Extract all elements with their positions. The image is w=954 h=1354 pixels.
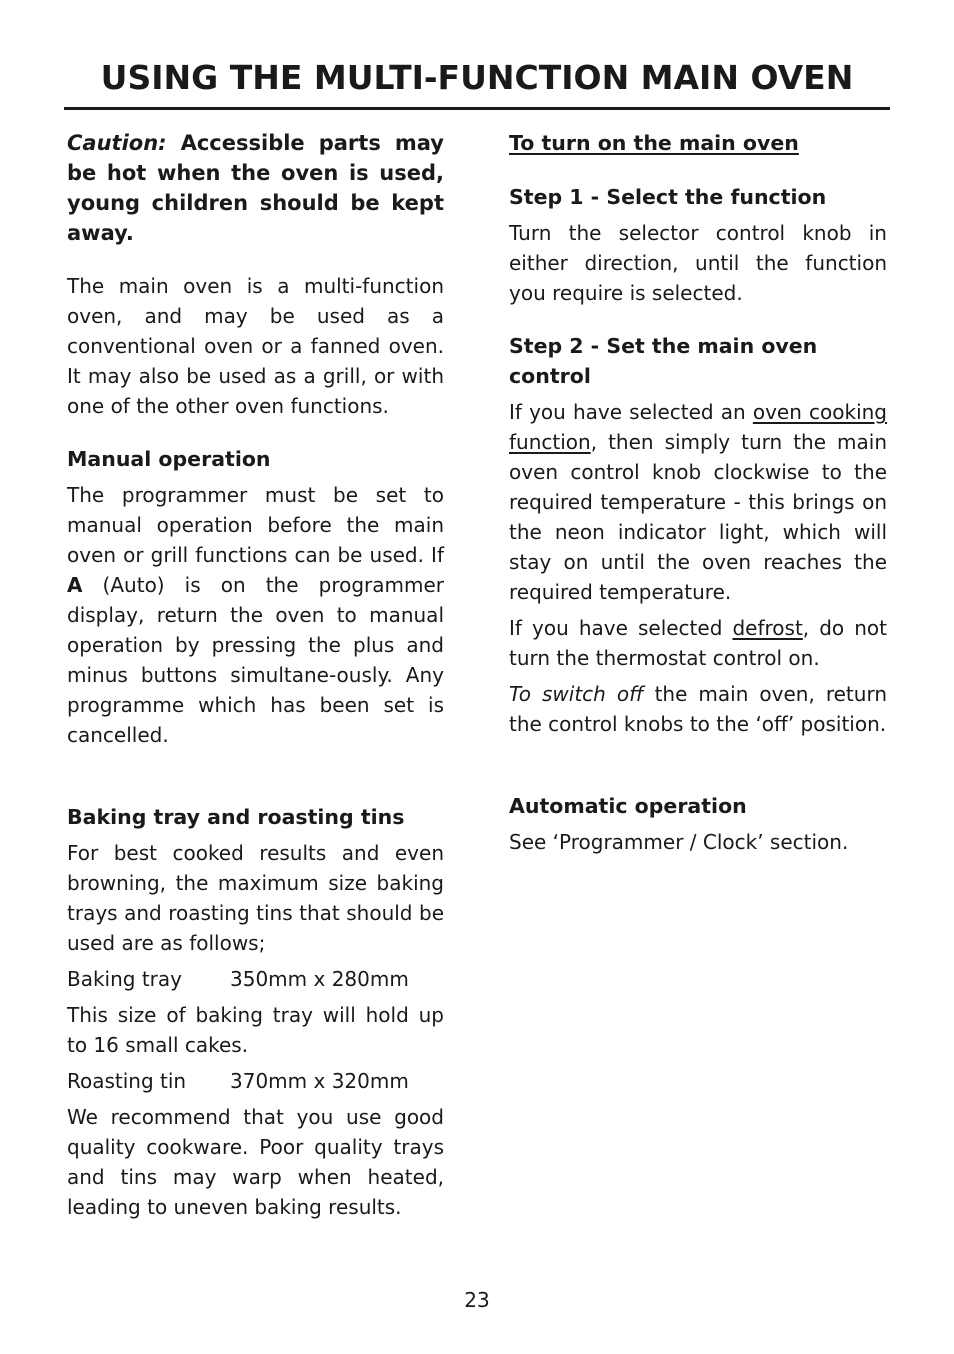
step1-heading: Step 1 - Select the function bbox=[509, 185, 827, 209]
defrost-text bbox=[509, 613, 887, 673]
baking-intro-text: For best cooked results and even browning, the maximum size baking trays and roasting tins that should be used are as follows; bbox=[67, 841, 444, 955]
baking-tray-heading: Baking tray and roasting tins bbox=[67, 805, 405, 829]
caution-label: Caution: bbox=[67, 131, 167, 155]
switch-off-rest: the main oven, return the control knobs to the ‘off’ position. bbox=[509, 682, 887, 736]
baking-tray-label: Baking tray bbox=[67, 967, 182, 991]
roasting-tin-size: 370mm x 320mm bbox=[230, 1069, 409, 1093]
switch-off-italic: To switch off bbox=[509, 682, 644, 706]
defrost-text-post: , do not turn the thermostat control on. bbox=[509, 616, 887, 670]
roasting-tin-label: Roasting tin bbox=[67, 1069, 187, 1093]
baking-tray-row bbox=[67, 964, 444, 994]
oven-cooking-function-link: oven cooking function bbox=[509, 400, 888, 454]
roasting-tin-row bbox=[67, 1066, 444, 1096]
caution-text: Accessible parts may be hot when the oven is used, young children should be kept away. bbox=[67, 131, 444, 245]
step2-text-post: , then simply turn the main oven control knob clockwise to the required temperature - this brings on the neon indicator light, which will stay on until the oven reaches the required temperature. bbox=[509, 430, 887, 604]
caution-paragraph bbox=[67, 128, 444, 248]
intro-paragraph: The main oven is a multi-function oven, and may be used as a conventional oven or a fanned oven. It may also be used as a grill, or with one of the other oven functions. bbox=[67, 274, 444, 418]
auto-letter: A bbox=[67, 573, 83, 597]
right-column bbox=[509, 128, 887, 857]
recommend-text: We recommend that you use good quality cookware. Poor quality trays and tins may warp when heated, leading to uneven baking results. bbox=[67, 1105, 444, 1219]
step1-text: Turn the selector control knob in either direction, until the function you require is selected. bbox=[509, 221, 887, 305]
baking-tray-note: This size of baking tray will hold up to 16 small cakes. bbox=[67, 1003, 444, 1057]
step2-text-pre: If you have selected an bbox=[509, 400, 753, 424]
left-column bbox=[67, 128, 444, 1222]
turn-on-heading: To turn on the main oven bbox=[509, 131, 799, 155]
switch-off-text bbox=[509, 679, 887, 739]
baking-tray-size: 350mm x 280mm bbox=[230, 967, 409, 991]
automatic-operation-heading: Automatic operation bbox=[509, 794, 747, 818]
title-rule bbox=[64, 107, 890, 110]
manual-text-part-2: (Auto) is on the programmer display, return the oven to manual operation by pressing the plus and minus buttons simultane-ously. Any programme which has been set is cancelled. bbox=[67, 573, 444, 747]
page-number: 23 bbox=[464, 1288, 490, 1312]
manual-text-part-1: The programmer must be set to manual operation before the main oven or grill functions can be used. If bbox=[67, 483, 444, 567]
step2-text bbox=[509, 397, 887, 607]
manual-operation-text bbox=[67, 480, 444, 750]
defrost-text-pre: If you have selected bbox=[509, 616, 733, 640]
manual-operation-heading: Manual operation bbox=[67, 447, 271, 471]
page-title: USING THE MULTI-FUNCTION MAIN OVEN bbox=[100, 58, 854, 97]
automatic-operation-text: See ‘Programmer / Clock’ section. bbox=[509, 830, 849, 854]
step2-heading: Step 2 - Set the main oven control bbox=[509, 334, 818, 388]
defrost-link: defrost bbox=[732, 616, 803, 640]
